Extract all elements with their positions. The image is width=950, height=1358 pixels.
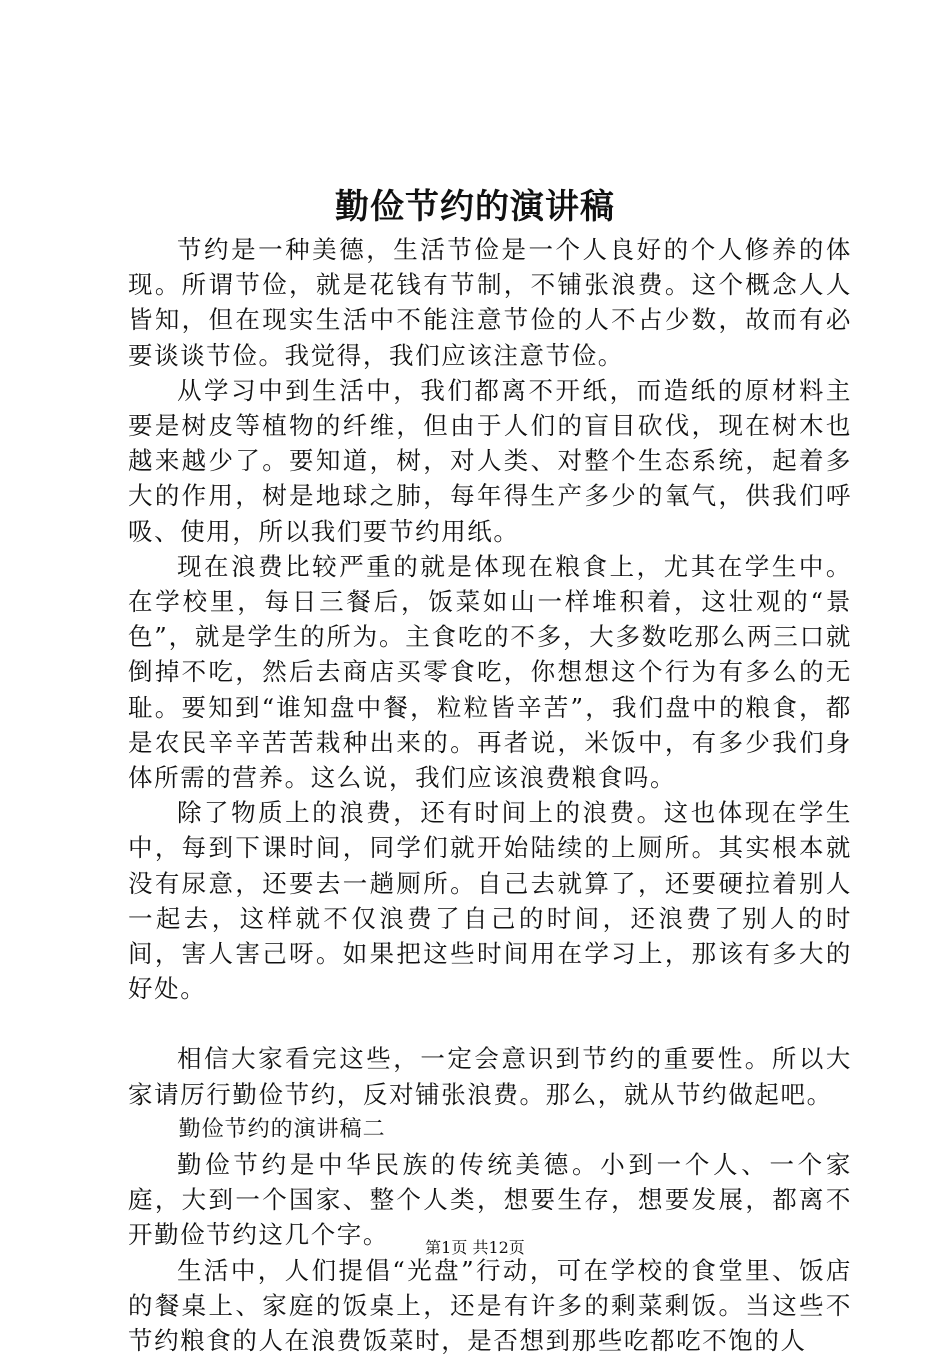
document-title: 勤俭节约的演讲稿 — [335, 187, 615, 227]
section-subtitle: 勤俭节约的演讲稿二 — [178, 1116, 386, 1142]
paragraph: 节约是一种美德，生活节俭是一个人良好的个人修养的体现。所谓节俭，就是花钱有节制，不铺张浪费。这个概念人人皆知，但在现实生活中不能注意节俭的人不占少数，故而有必要谈谈节俭。我觉得，我们应该注意节俭。 — [128, 235, 852, 370]
paragraph: 生活中，人们提倡“光盘”行动，可在学校的食堂里、饭店的餐桌上、家庭的饭桌上，还是有许多的剩菜剩饭。当这些不节约粮食的人在浪费饭菜时，是否想到那些吃都吃不饱的人 — [128, 1255, 852, 1356]
paragraph: 除了物质上的浪费，还有时间上的浪费。这也体现在学生中，每到下课时间，同学们就开始陆续的上厕所。其实根本就没有尿意，还要去一趟厕所。自己去就算了，还要硬拉着别人一起去，这样就不仅浪费了自己的时间，还浪费了别人的时间，害人害己呀。如果把这些时间用在学习上，那该有多大的好处。 — [128, 798, 852, 1004]
paragraph: 勤俭节约是中华民族的传统美德。小到一个人、一个家庭，大到一个国家、整个人类，想要生存，想要发展，都离不开勤俭节约这几个字。 — [128, 1150, 852, 1250]
blank-line — [128, 1006, 852, 1041]
paragraph: 相信大家看完这些，一定会意识到节约的重要性。所以大家请厉行勤俭节约，反对铺张浪费。那么，就从节约做起吧。 — [128, 1044, 852, 1109]
paragraph: 从学习中到生活中，我们都离不开纸，而造纸的原材料主要是树皮等植物的纤维，但由于人们的盲目砍伐，现在树木也越来越少了。要知道，树，对人类、对整个生态系统，起着多大的作用，树是地球之肺，每年得生产多少的氧气，供我们呼吸、使用，所以我们要节约用纸。 — [128, 375, 852, 546]
paragraph: 现在浪费比较严重的就是体现在粮食上，尤其在学生中。在学校里，每日三餐后，饭菜如山一样堆积着，这壮观的“景色”，就是学生的所为。主食吃的不多，大多数吃那么两三口就倒掉不吃，然后去商店买零食吃，你想想这个行为有多么的无耻。要知到“谁知盘中餐，粒粒皆辛苦”，我们盘中的粮食，都是农民辛辛苦苦栽种出来的。再者说，米饭中，有多少我们身体所需的营养。这么说，我们应该浪费粮食吗。 — [128, 551, 852, 793]
page-number-footer: 第1页 共12页 — [425, 1238, 525, 1257]
document-body — [128, 232, 852, 1358]
